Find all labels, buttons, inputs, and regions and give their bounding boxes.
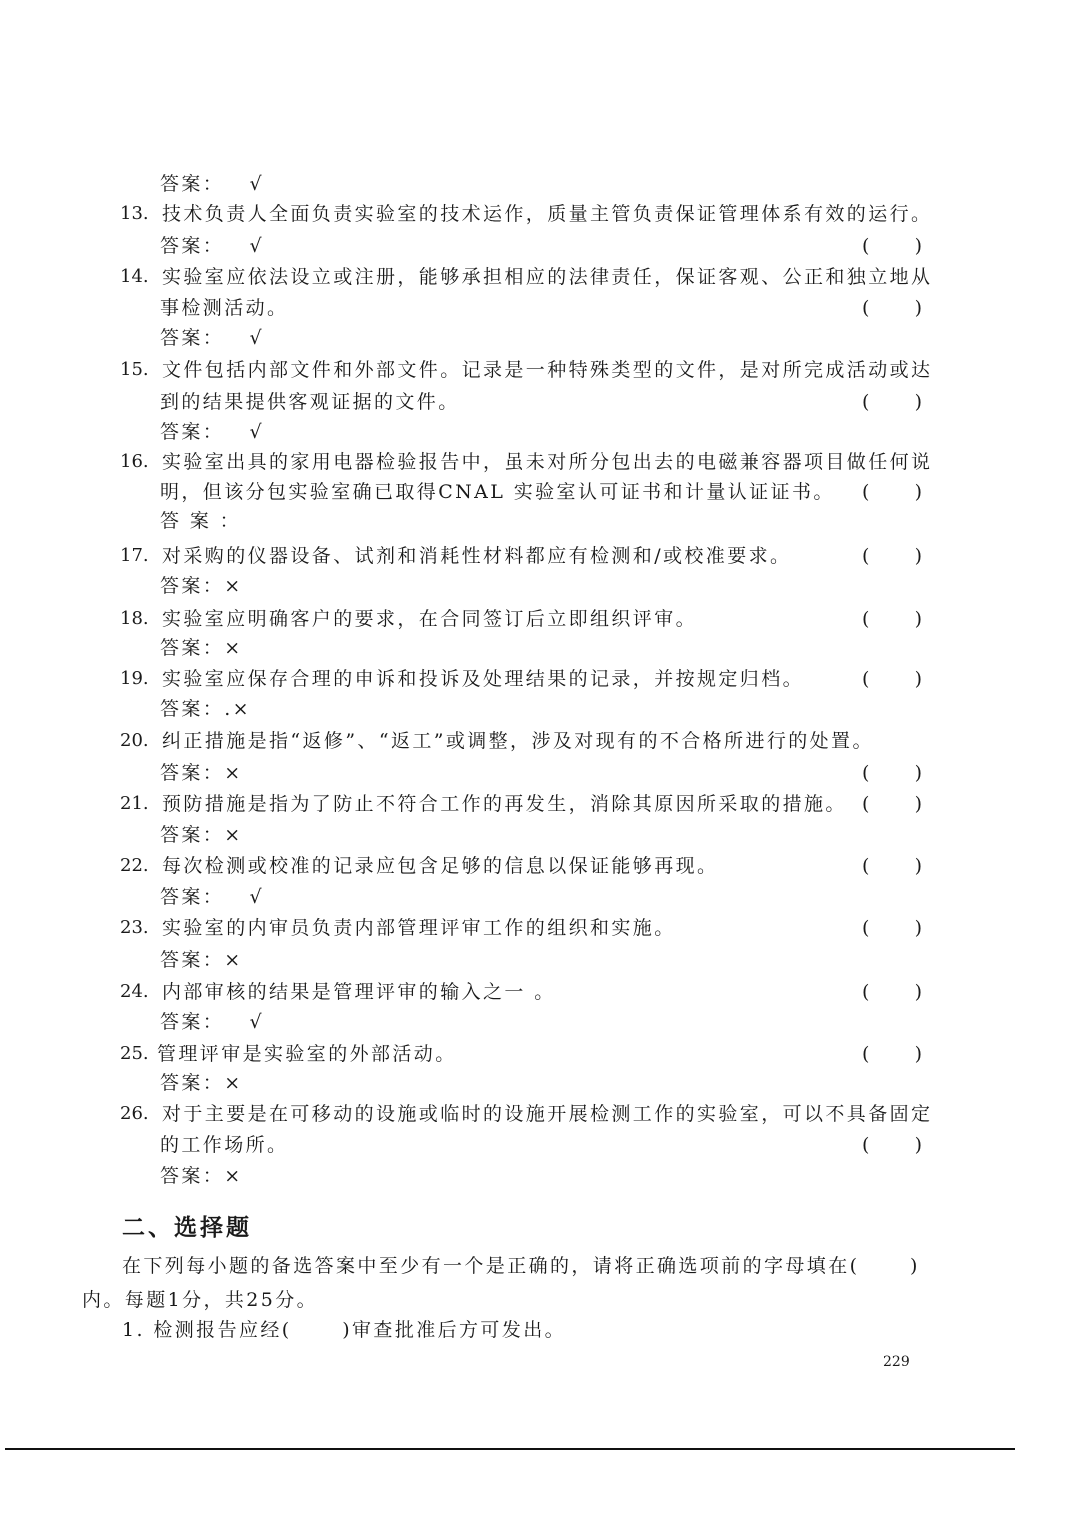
question-text: 对采购的仪器设备、试剂和消耗性材料都应有检测和/或校准要求。 (162, 545, 792, 567)
question-text: 对于主要是在可移动的设施或临时的设施开展检测工作的实验室，可以不具备固定 (162, 1103, 933, 1125)
answer-blank: ( ) (862, 608, 922, 630)
question-number: 18. (120, 608, 149, 629)
question-text: 实验室应依法设立或注册，能够承担相应的法律责任，保证客观、公正和独立地从 (162, 266, 933, 288)
answer-blank: ( ) (862, 1043, 922, 1065)
answer: 答案：× (160, 1072, 243, 1094)
question-text: 文件包括内部文件和外部文件。记录是一种特殊类型的文件，是对所完成活动或达 (162, 359, 933, 381)
section-heading: 二、选择题 (122, 1214, 252, 1241)
answer: 答 案 ： (160, 510, 242, 532)
question-text: 明，但该分包实验室确已取得CNAL 实验室认可证书和计量认证证书。 (160, 481, 835, 503)
question-text: 技术负责人全面负责实验室的技术运作，质量主管负责保证管理体系有效的运行。 (162, 203, 933, 225)
question-number: 16. (120, 451, 149, 472)
question-number: 17. (120, 545, 149, 566)
question-text: 实验室出具的家用电器检验报告中，虽未对所分包出去的电磁兼容器项目做任何说 (162, 451, 933, 473)
question-text: 实验室应明确客户的要求，在合同签订后立即组织评审。 (162, 608, 698, 630)
answer: 答案： √ (160, 173, 265, 195)
answer: 答案： √ (160, 421, 265, 443)
question-number: 25. (120, 1043, 149, 1064)
question-text: 事检测活动。 (160, 297, 289, 319)
answer: 答案： √ (160, 886, 265, 908)
answer: 答案：.× (160, 698, 251, 720)
answer-blank: ( ) (862, 391, 922, 413)
question-text: 的工作场所。 (160, 1134, 289, 1156)
answer-blank: ( ) (862, 855, 922, 877)
page-divider (5, 1448, 1015, 1450)
question-number: 20. (120, 730, 149, 751)
page-number: 229 (883, 1354, 910, 1370)
answer: 答案：× (160, 1165, 243, 1187)
question-text: 管理评审是实验室的外部活动。 (157, 1043, 457, 1065)
answer: 答案： √ (160, 235, 265, 257)
answer-blank: ( ) (862, 793, 922, 815)
answer-blank: ( ) (862, 917, 922, 939)
question-text: 1. 检测报告应经( )审查批准后方可发出。 (122, 1319, 567, 1341)
question-text: 实验室的内审员负责内部管理评审工作的组织和实施。 (162, 917, 676, 939)
question-text: 实验室应保存合理的申诉和投诉及处理结果的记录，并按规定归档。 (162, 668, 805, 690)
question-text: 预防措施是指为了防止不符合工作的再发生，消除其原因所采取的措施。 (162, 793, 847, 815)
answer-blank: ( ) (862, 545, 922, 567)
question-number: 14. (120, 266, 149, 287)
answer-blank: ( ) (862, 981, 922, 1003)
section-intro: 内。每题1分，共25分。 (82, 1289, 319, 1311)
answer-blank: ( ) (862, 235, 922, 257)
question-text: 内部审核的结果是管理评审的输入之一 。 (162, 981, 556, 1003)
answer-blank: ( ) (862, 297, 922, 319)
question-text: 每次检测或校准的记录应包含足够的信息以保证能够再现。 (162, 855, 719, 877)
question-number: 23. (120, 917, 149, 938)
question-text: 纠正措施是指“返修”、“返工”或调整，涉及对现有的不合格所进行的处置。 (162, 730, 874, 752)
question-number: 22. (120, 855, 149, 876)
answer: 答案：× (160, 824, 243, 846)
answer: 答案： √ (160, 1011, 265, 1033)
answer: 答案：× (160, 637, 243, 659)
answer: 答案：× (160, 949, 243, 971)
question-number: 24. (120, 981, 149, 1002)
answer-blank: ( ) (862, 668, 922, 690)
answer: 答案： √ (160, 327, 265, 349)
question-number: 26. (120, 1103, 149, 1124)
answer-blank: ( ) (862, 762, 922, 784)
question-number: 21. (120, 793, 149, 814)
answer-blank: ( ) (862, 481, 922, 503)
answer-blank: ( ) (862, 1134, 922, 1156)
question-number: 15. (120, 359, 149, 380)
question-number: 13. (120, 203, 149, 224)
question-number: 19. (120, 668, 149, 689)
question-text: 到的结果提供客观证据的文件。 (160, 391, 460, 413)
answer: 答案：× (160, 762, 243, 784)
section-intro: 在下列每小题的备选答案中至少有一个是正确的，请将正确选项前的字母填在( ) (122, 1255, 920, 1277)
answer: 答案：× (160, 575, 243, 597)
